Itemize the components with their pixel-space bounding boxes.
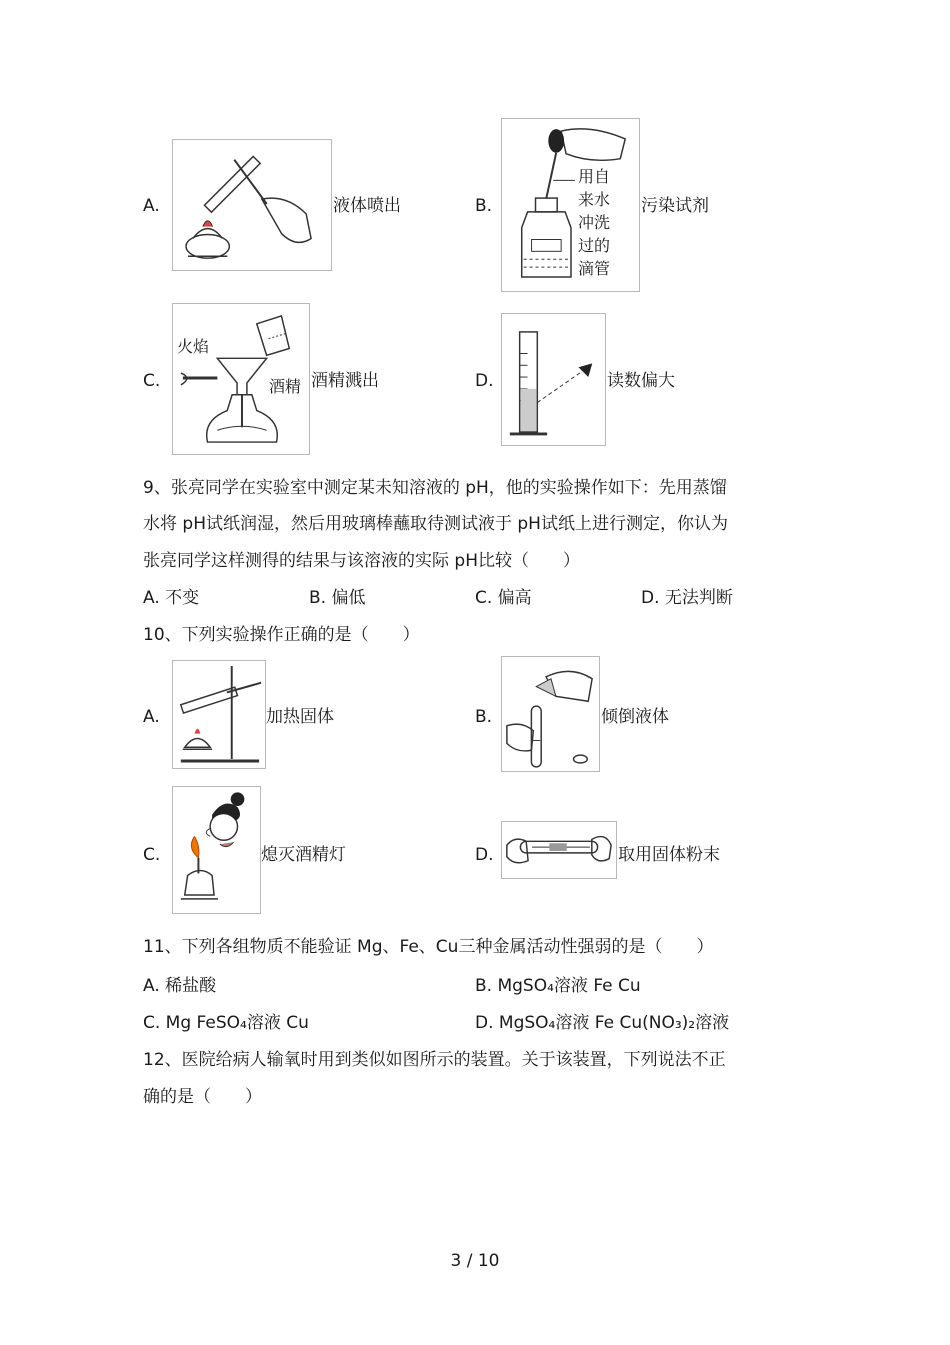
q10-option-b-caption: 倾倒液体 (601, 707, 669, 727)
option-d-letter: D. (475, 371, 494, 391)
option-a-caption: 液体喷出 (333, 196, 401, 216)
q11-option-d: D. MgSO₄溶液 Fe Cu(NO₃)₂溶液 (475, 1013, 730, 1033)
page-number: 3 / 10 (450, 1251, 500, 1271)
figure-take-powder (501, 821, 617, 879)
q9-line-2: 水将 pH试纸润湿，然后用玻璃棒蘸取待测试液于 pH试纸上进行测定，你认为 (143, 514, 728, 534)
q9-option-c: C. 偏高 (475, 588, 532, 608)
figure-alcohol-splash (172, 303, 310, 455)
q10-stem: 10、下列实验操作正确的是（ ） (143, 625, 420, 645)
option-d-caption: 读数偏大 (607, 371, 675, 391)
q12-line-1: 12、医院给病人输氧时用到类似如图所示的装置。关于该装置，下列说法不正 (143, 1050, 726, 1070)
q10-option-b-letter: B. (475, 707, 493, 727)
figure-pour-liquid (501, 656, 600, 772)
option-b-letter: B. (475, 196, 493, 216)
dropper-label-line: 过的 (578, 236, 611, 255)
q9-option-b: B. 偏低 (309, 588, 366, 608)
flame-label: 火焰 (177, 337, 210, 356)
q12-line-2: 确的是（ ） (143, 1087, 262, 1107)
figure-cylinder-reading (501, 313, 606, 446)
q10-option-a-caption: 加热固体 (266, 707, 334, 727)
dropper-label-line: 冲洗 (578, 213, 611, 232)
q9-line-3: 张亮同学这样测得的结果与该溶液的实际 pH比较（ ） (143, 551, 580, 571)
q11-option-a: A. 稀盐酸 (143, 976, 217, 996)
option-b-caption: 污染试剂 (641, 196, 709, 216)
alcohol-label: 酒精 (269, 377, 302, 396)
q10-option-d-letter: D. (475, 845, 494, 865)
q11-option-b: B. MgSO₄溶液 Fe Cu (475, 976, 641, 996)
figure-dropper-pollution (501, 118, 640, 292)
dropper-label (578, 165, 610, 280)
option-c-caption: 酒精溅出 (311, 371, 379, 391)
dropper-label-line: 用自 (578, 167, 611, 186)
q9-line-1: 9、张亮同学在实验室中测定某未知溶液的 pH，他的实验操作如下：先用蒸馏 (143, 478, 727, 498)
dropper-label-line: 滴管 (578, 259, 611, 278)
figure-heat-solid (172, 660, 266, 769)
q11-stem: 11、下列各组物质不能验证 Mg、Fe、Cu三种金属活动性强弱的是（ ） (143, 937, 714, 957)
q10-option-c-caption: 熄灭酒精灯 (261, 845, 346, 865)
option-a-letter: A. (143, 196, 160, 216)
dropper-label-line: 来水 (578, 190, 611, 209)
q9-option-a: A. 不变 (143, 588, 200, 608)
q10-option-a-letter: A. (143, 707, 160, 727)
option-c-letter: C. (143, 371, 161, 391)
q9-option-d: D. 无法判断 (641, 588, 733, 608)
q10-option-c-letter: C. (143, 845, 161, 865)
q10-option-d-caption: 取用固体粉末 (618, 845, 720, 865)
figure-liquid-spray (172, 139, 332, 271)
q11-option-c: C. Mg FeSO₄溶液 Cu (143, 1013, 309, 1033)
figure-extinguish-lamp (172, 786, 261, 914)
